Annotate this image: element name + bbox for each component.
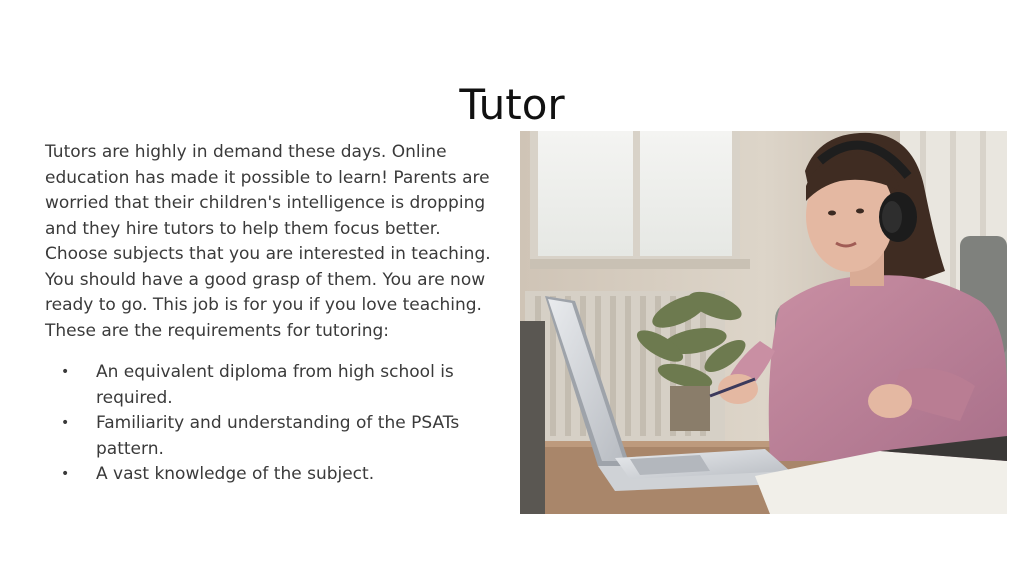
intro-paragraph: Tutors are highly in demand these days. Online education has made it possible to learn! Parents are worried that their children's intelligence is dropping and they hire tutors to help them focus better. Choose subjects that you are interested in teaching. You should have a good grasp of them. You are now ready to go. This job is for you if you love teaching. These are the requirements for tutoring: [45,142,491,341]
requirement-text: A vast knowledge of the subject. [96,464,375,484]
slide-title: Tutor [459,80,565,129]
list-item [45,360,485,411]
requirement-text: An equivalent diploma from high school is required. [96,362,454,408]
requirements-list [45,360,485,488]
bullet-icon: • [61,415,70,431]
list-item [45,411,485,462]
tutor-photo [520,131,1007,514]
bullet-icon: • [61,466,70,482]
bullet-icon: • [61,364,70,380]
photo-illustration [520,131,1007,514]
requirement-text: Familiarity and understanding of the PSATs pattern. [96,413,460,459]
list-item [45,462,485,488]
